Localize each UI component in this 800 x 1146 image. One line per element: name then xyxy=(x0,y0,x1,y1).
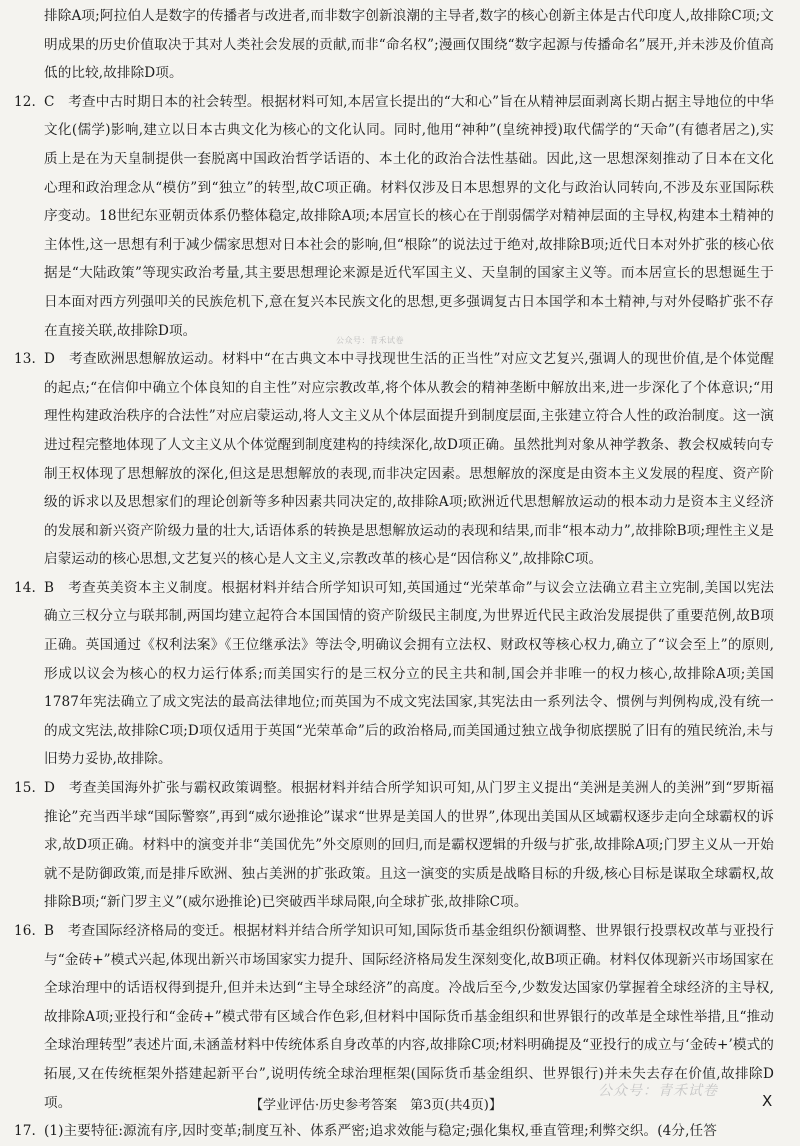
answer-item-17 xyxy=(14,1117,774,1146)
item-number: 13. xyxy=(14,351,36,368)
watermark-footer: 公众号：青禾试卷 xyxy=(598,1083,718,1099)
item-number: 12. xyxy=(14,93,36,110)
item-text: B 考查国际经济格局的变迁。根据材料并结合所学知识可知,国际货币基金组织份额调整、世界银行投票权改革与亚投行与“金砖+”模式兴起,体现出新兴市场国家实力提升、国际经济格局发生深刻变化,故B项正确。材料仅体现新兴市场国家在全球治理中的话语权得到提升,但并未达到“主导全球经济”的高度。冷战后至今,少数发达国家仍掌握着全球经济的主导权,故排除A项;亚投行和“金砖+”模式带有区域合作色彩,但材料中国际货币基金组织和世界银行的改革是全球性举措,且“推动全球治理转型”表述片面,未涵盖材料中传统体系自身改革的内容,故排除C项;材料明确提及“亚投行的成立与‘金砖+’模式的拓展,又在传统框架外搭建起新平台”,说明传统全球治理框架(国际货币基金组织、世界银行)并未失去存在价值,故排除D项。 xyxy=(44,923,774,1111)
item-number: 15. xyxy=(14,780,36,797)
item-text: D 考查欧洲思想解放运动。材料中“在古典文本中寻找现世生活的正当性”对应文艺复兴,强调人的现世价值,是个体觉醒的起点;“在信仰中确立个体良知的自主性”对应宗教改革,将个体从教会的精神垄断中解放出来,进一步深化了个体意识;“用理性构建政治秩序的合法性”对应启蒙运动,将人文主义从个体层面提升到制度层面,主张建立符合人性的政治制度。这一演进过程完整地体现了人文主义从个体觉醒到制度建构的持续深化,故D项正确。虽然批判对象从神学教条、教会权威转向专制王权体现了思想解放的深化,但这是思想解放的表现,而非决定因素。思想解放的深度是由资本主义发展的程度、资产阶级的诉求以及思想家们的理论创新等多种因素共同决定的,故排除A项;欧洲近代思想解放运动的根本动力是资本主义经济的发展和新兴资产阶级力量的壮大,话语体系的转换是思想解放运动的表现和结果,而非“根本动力”,故排除B项;理性主义是启蒙运动的核心思想,文艺复兴的核心是人文主义,宗教改革的核心是“因信称义”,故排除C项。 xyxy=(44,351,774,568)
footer-title: 【学业评估·历史参考答案 第3页(共4页)】 xyxy=(250,1098,502,1113)
item-text: (1)主要特征:源流有序,因时变革;制度互补、体系严密;追求效能与稳定;强化集权,垂直管理;利弊交织。(4分,任答 xyxy=(44,1123,717,1140)
footer-mark: X xyxy=(762,1092,773,1110)
answer-item-14 xyxy=(14,574,774,774)
item-text: D 考查美国海外扩张与霸权政策调整。根据材料并结合所学知识可知,从门罗主义提出“美洲是美洲人的美洲”到“罗斯福推论”充当西半球“国际警察”,再到“威尔逊推论”谋求“世界是美国人的世界”,体现出美国从区域霸权逐步走向全球霸权的诉求,故D项正确。材料中的演变并非“美国优先”外交原则的回归,而是霸权逻辑的升级与扩张,故排除A项;门罗主义从一开始就不是防御政策,而是排斥欧洲、独占美洲的扩张政策。且这一演变的实质是战略目标的升级,核心目标是谋取全球霸权,故排除B项;“新门罗主义”(威尔逊推论)已突破西半球局限,向全球扩张,故排除C项。 xyxy=(44,780,774,911)
answer-item-13 xyxy=(14,345,774,574)
answer-item-15 xyxy=(14,774,774,917)
watermark-middle: 公众号：青禾试卷 xyxy=(336,336,404,345)
page-footer xyxy=(0,1094,800,1114)
answer-text xyxy=(14,2,774,1146)
item-number: 16. xyxy=(14,923,36,939)
answer-item-12 xyxy=(14,88,774,345)
lead-paragraph: 排除A项;阿拉伯人是数字的传播者与改进者,而非数字创新浪潮的主导者,数字的核心创新主体是古代印度人,故排除C项;文明成果的历史价值取决于其对人类社会发展的贡献,而非“命名权”;漫画仅围绕“数字起源与传播命名”展开,并未涉及价值高低的比较,故排除D项。 xyxy=(44,8,774,82)
item-text: C 考查中古时期日本的社会转型。根据材料可知,本居宣长提出的“大和心”旨在从精神层面剥离长期占据主导地位的中华文化(儒学)影响,建立以日本古典文化为核心的文化认同。同时,他用“神种”(皇统神授)取代儒学的“天命”(有德者居之),实质上是在为天皇制提供一套脱离中国政治哲学话语的、本土化的政治合法性基础。因此,这一思想深刻推动了日本在文化心理和政治理念从“模仿”到“独立”的转型,故C项正确。材料仅涉及日本思想界的文化与政治认同转向,不涉及东亚国际秩序变动。18世纪东亚朝贡体系仍整体稳定,故排除A项;本居宣长的核心在于削弱儒学对精神层面的主导权,构建本土精神的主体性,这一思想有利于减少儒家思想对日本社会的影响,但“根除”的说法过于绝对,故排除B项;近代日本对外扩张的核心依据是“大陆政策”等现实政治考量,其主要思想理论来源是近代军国主义、天皇制的国家主义等。而本居宣长的思想诞生于日本面对西方列强叩关的民族危机下,意在复兴本民族文化的思想,更多强调复古日本国学和本土精神,与对外侵略扩张不存在直接关联,故排除D项。 xyxy=(44,93,774,339)
item-text: B 考查英美资本主义制度。根据材料并结合所学知识可知,英国通过“光荣革命”与议会立法确立君主立宪制,美国以宪法确立三权分立与联邦制,两国均建立起符合本国国情的资产阶级民主制度,为世界近代民主政治发展提供了重要范例,故B项正确。英国通过《权利法案》《王位继承法》等法令,明确议会拥有立法权、财政权等核心权力,确立了“议会至上”的原则,形成以议会为核心的权力运行体系;而美国实行的是三权分立的民主共和制,国会并非唯一的权力核心,故排除A项;美国1787年宪法确立了成文宪法的最高法律地位;而英国为不成文宪法国家,其宪法由一系列法令、惯例与判例构成,没有统一的成文宪法,故排除C项;D项仅适用于英国“光荣革命”后的政治格局,而美国通过独立战争彻底摆脱了旧有的殖民统治,未与旧势力妥协,故排除。 xyxy=(44,579,774,768)
item-number: 17. xyxy=(14,1123,36,1140)
item-number: 14. xyxy=(14,579,36,596)
